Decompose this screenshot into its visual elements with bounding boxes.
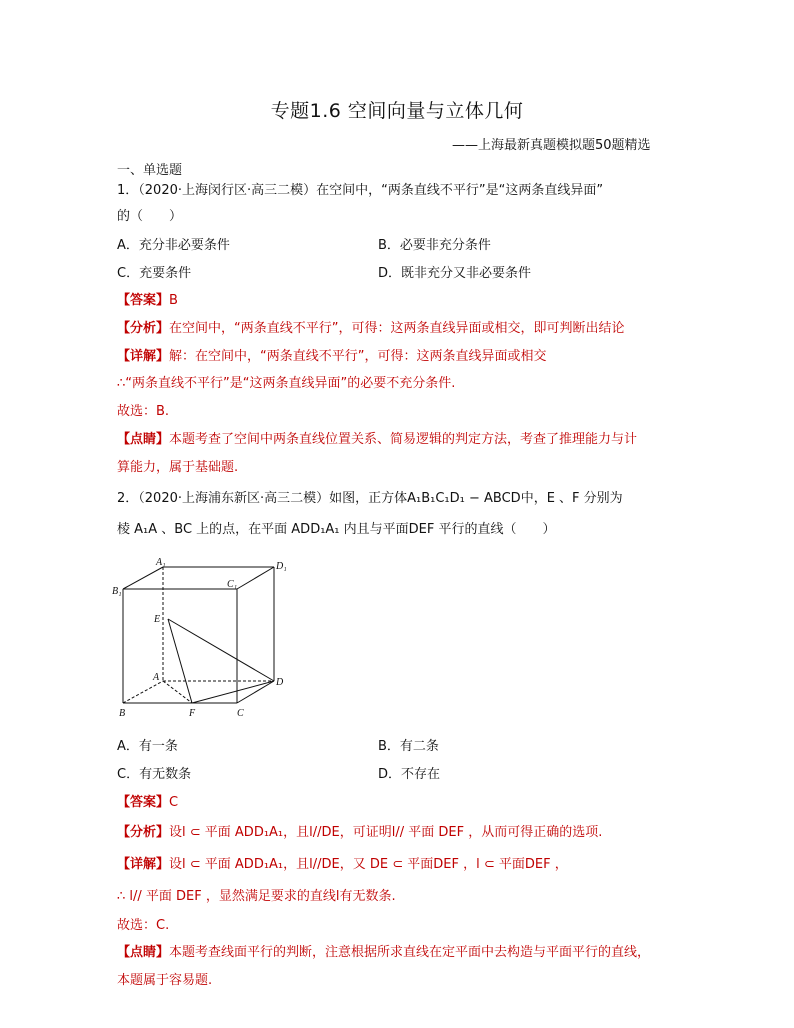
segment-fd — [192, 681, 274, 703]
q2-option-c: C．有无数条 — [117, 767, 192, 782]
q2-comment-tag: 【点睛】 — [117, 945, 170, 960]
q1-detail — [117, 348, 547, 366]
q2-answer-value: C — [169, 795, 179, 810]
label-c: C — [237, 708, 244, 719]
edge-cd — [237, 681, 274, 703]
q1-detail-tag: 【详解】 — [117, 349, 170, 364]
q2-option-a: A．有一条 — [117, 739, 178, 754]
q2-choose: 故选：C. — [117, 918, 170, 933]
label-b1: B₁ — [112, 586, 122, 597]
q2-detail-text: 设l ⊂ 平面 ADD₁A₁，且l//DE，又 DE ⊂ 平面DEF ，l ⊂ 平面DEF ， — [169, 857, 568, 872]
label-d1: D₁ — [276, 561, 287, 572]
hidden-edge-ba — [123, 681, 163, 703]
page-title: 专题1.6 空间向量与立体几何 — [270, 100, 524, 122]
hidden-edge-af — [163, 681, 192, 703]
cube-figure — [112, 556, 302, 726]
q1-choose: 故选：B. — [117, 404, 170, 419]
q2-option-d: D．不存在 — [378, 767, 441, 782]
q2-stem-line2: 棱 A₁A 、BC 上的点，在平面 ADD₁A₁ 内且与平面DEF 平行的直线（ ） — [117, 522, 556, 537]
q2-detail-tag: 【详解】 — [117, 857, 170, 872]
q1-option-d: D．既非充分又非必要条件 — [378, 266, 532, 281]
q1-analysis-text: 在空间中，“两条直线不平行”，可得：这两条直线异面或相交，即可判断出结论 — [169, 321, 625, 336]
label-e: E — [154, 614, 161, 625]
segment-ef — [168, 619, 192, 703]
q2-option-b: B．有二条 — [378, 739, 439, 754]
q1-stem-line1: 1．（2020·上海闵行区·高三二模）在空间中，“两条直线不平行”是“这两条直线异面” — [117, 183, 604, 198]
q2-comment — [117, 944, 650, 962]
q2-comment-line1: 本题考查线面平行的判断，注意根据所求直线在定平面中去构造与平面平行的直线， — [169, 945, 651, 960]
label-f: F — [189, 708, 196, 719]
q1-comment — [117, 431, 637, 449]
q1-comment-line2: 算能力，属于基础题. — [117, 460, 239, 475]
q1-detail-text: 解：在空间中，“两条直线不平行”，可得：这两条直线异面或相交 — [169, 349, 547, 364]
q1-stem-line2: 的（ ） — [117, 209, 183, 224]
label-a: A — [153, 672, 160, 683]
q1-therefore: ∴“两条直线不平行”是“这两条直线异面”的必要不充分条件. — [117, 376, 456, 391]
q2-stem-line1: 2．（2020·上海浦东新区·高三二模）如图，正方体A₁B₁C₁D₁ − ABCD中，E 、F 分别为 — [117, 491, 623, 506]
label-c1: C₁ — [227, 579, 238, 590]
edge-b1a1 — [123, 567, 163, 589]
section-heading: 一、单选题 — [117, 163, 183, 178]
label-a1: A₁ — [156, 557, 166, 568]
q1-comment-tag: 【点睛】 — [117, 432, 170, 447]
q2-answer — [117, 794, 178, 812]
q1-analysis-tag: 【分析】 — [117, 321, 170, 336]
q1-answer-value: B — [169, 293, 178, 308]
q2-therefore: ∴ l// 平面 DEF ，显然满足要求的直线l有无数条. — [117, 889, 396, 904]
q2-detail — [117, 856, 568, 874]
q1-analysis — [117, 320, 625, 338]
segment-ed — [168, 619, 274, 681]
q2-analysis-tag: 【分析】 — [117, 825, 170, 840]
q2-comment-line2: 本题属于容易题. — [117, 973, 213, 988]
q1-answer — [117, 292, 178, 310]
q1-comment-line1: 本题考查了空间中两条直线位置关系、简易逻辑的判定方法，考查了推理能力与计 — [169, 432, 638, 447]
q1-option-a: A．充分非必要条件 — [117, 238, 230, 253]
q2-analysis-text: 设l ⊂ 平面 ADD₁A₁，且l//DE，可证明l// 平面 DEF ，从而可得正确的选项. — [169, 825, 603, 840]
label-d: D — [276, 677, 284, 688]
q2-analysis — [117, 824, 602, 842]
label-b: B — [119, 708, 126, 719]
q1-option-b: B．必要非充分条件 — [378, 238, 491, 253]
q2-answer-tag: 【答案】 — [117, 795, 170, 810]
edge-c1d1 — [237, 567, 274, 589]
q1-option-c: C．充要条件 — [117, 266, 192, 281]
q1-answer-tag: 【答案】 — [117, 293, 170, 308]
page-subtitle: ——上海最新真题模拟题50题精选 — [452, 138, 651, 153]
